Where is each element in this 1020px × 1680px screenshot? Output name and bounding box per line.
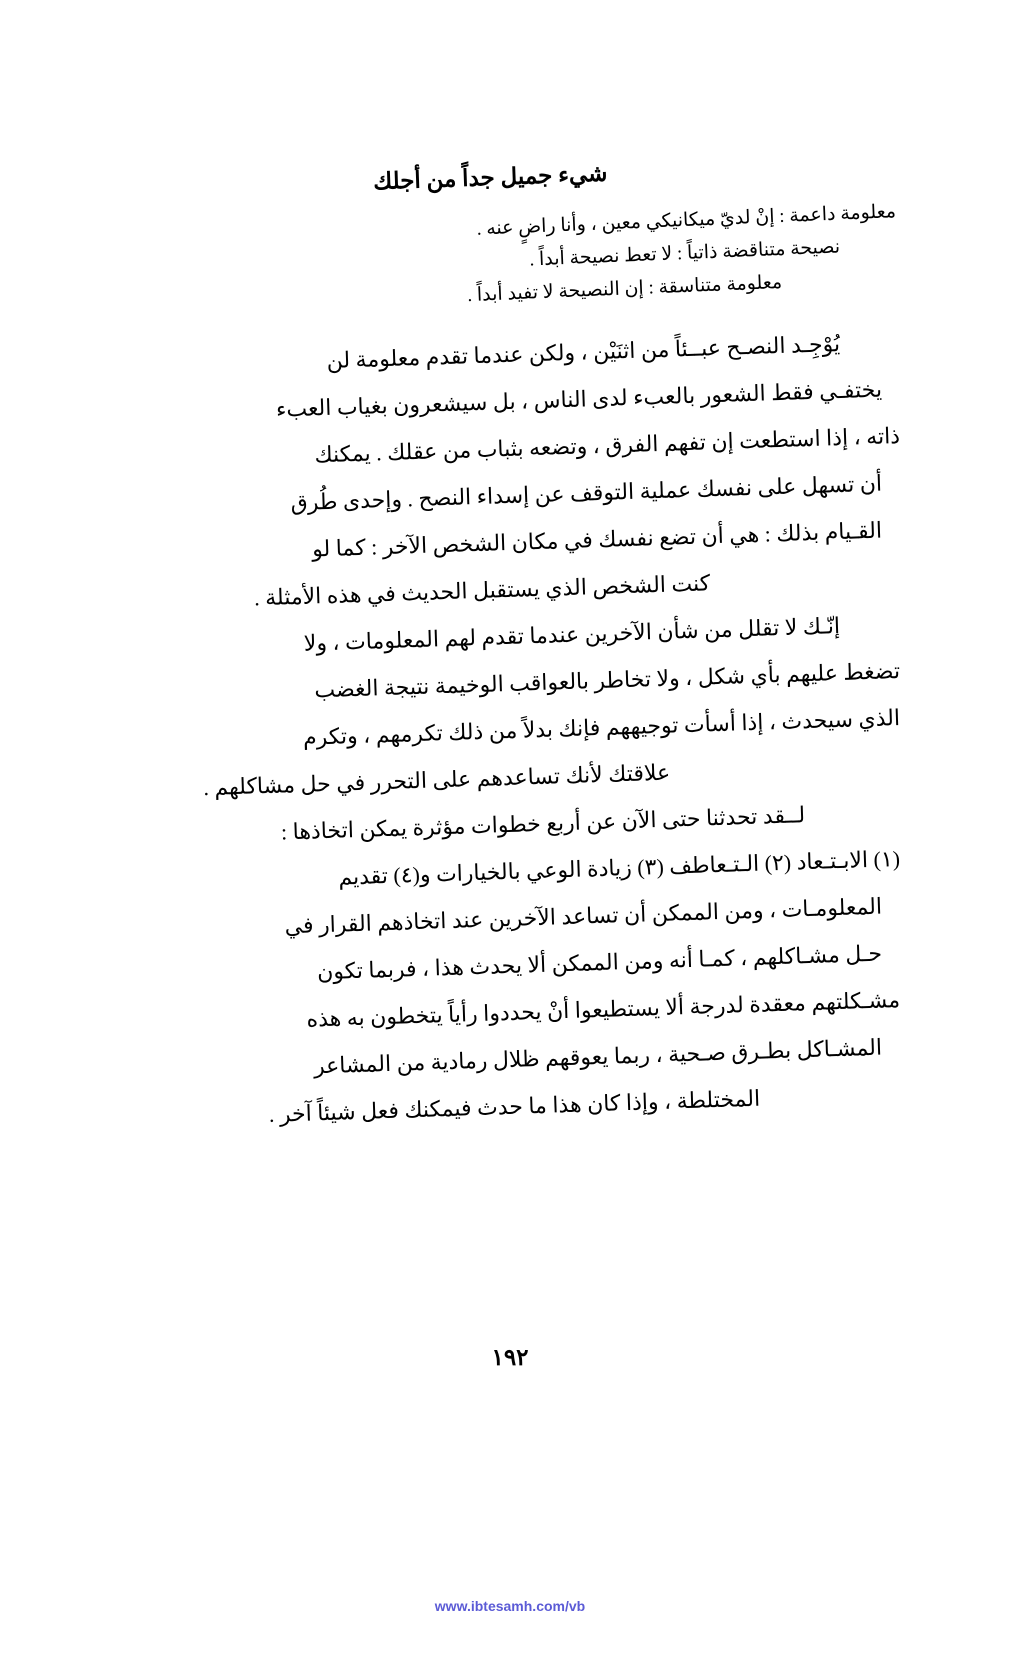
- page-number: ١٩٢: [491, 1345, 529, 1370]
- aphorism-block: [120, 201, 900, 307]
- paragraph-line: تضغط عليهم بأي شكل ، ولا تخاطر بالعواقب الوخيمة نتيجة الغضب: [313, 658, 901, 703]
- paragraph-line: مشـكلتهم معقدة لدرجة ألا يستطيعوا أنْ يحددوا رأياً يتخطون به هذه: [306, 987, 901, 1032]
- paragraph-line: يُوْجِـد النصـح عبــئاً من اثنَيْن ، ولكن عندما تقدم معلومة لن: [326, 330, 841, 374]
- paragraph-line: الذي سيحدث ، إذا أسأت توجيههم فإنك بدلاً من ذلك تكرمهم ، وتكرم: [302, 705, 901, 750]
- paragraph-line: المختلطة ، وإذا كان هذا ما حدث فيمكنك فعل شيئاً آخر .: [268, 1085, 761, 1127]
- page-content: [120, 150, 900, 1130]
- paragraph-line: المشـاكل بطـرق صـحية ، ربما يعوقهم ظلال رمادية من المشاعر: [313, 1034, 883, 1079]
- aphorism-line: نصيحة متناقضة ذاتياً : لا تعط نصيحة أبداً .: [529, 236, 841, 271]
- paragraph-1: [120, 330, 901, 611]
- paragraph-line: (١) الابـتـعاد (٢) الـتـعاطف (٣) زيادة الوعي بالخيارات و(٤) تقديم: [337, 846, 901, 890]
- page-title: شيء جميل جداً من أجلك: [372, 160, 608, 195]
- footer-watermark-url: www.ibtesamh.com/vb: [434, 1598, 586, 1614]
- aphorism-line: معلومة داعمة : إنْ لديّ ميكانيكي معين ، وأنا راضٍ عنه .: [476, 201, 897, 240]
- paragraph-line: علاقتك لأنك تساعدهم على التحرر في حل مشاكلهم .: [202, 759, 671, 801]
- paragraph-line: لــقد تحدثنا حتى الآن عن أربع خطوات مؤثرة يمكن اتخاذها :: [280, 802, 806, 845]
- paragraph-line: ذاته ، إذا استطعت إن تفهم الفرق ، وتضعه بثباب من عقلك . يمكنك: [314, 423, 901, 468]
- paragraph-line: كنت الشخص الذي يستقبل الحديث في هذه الأمثلة .: [253, 570, 711, 611]
- paragraph-line: المعلومـات ، ومن الممكن أن تساعد الآخرين عند اتخاذهم القرار في: [284, 893, 883, 939]
- aphorism-line: معلومة متناسقة : إن النصيحة لا تفيد أبداً .: [466, 271, 783, 307]
- paragraph-3: [120, 801, 901, 1127]
- paragraph-line: القـيام بذلك : هي أن تضع نفسك في مكان الشخص الآخر : كما لو: [311, 517, 883, 562]
- paragraph-line: حـل مشـاكلهم ، كمـا أنه ومن الممكن ألا يحدث هذا ، فربما تكون: [316, 940, 883, 985]
- paragraph-line: يختفـي فقط الشعور بالعبء لدى الناس ، بل سيشعرون بغياب العبء: [275, 376, 883, 422]
- paragraph-line: أن تسهل على نفسك عملية التوقف عن إسداء النصح . وإحدى طُرق: [290, 470, 883, 516]
- paragraph-2: [120, 612, 901, 801]
- paragraph-line: إنّـك لا تقلل من شأن الآخرين عندما تقدم لهم المعلومات ، ولا: [303, 612, 841, 656]
